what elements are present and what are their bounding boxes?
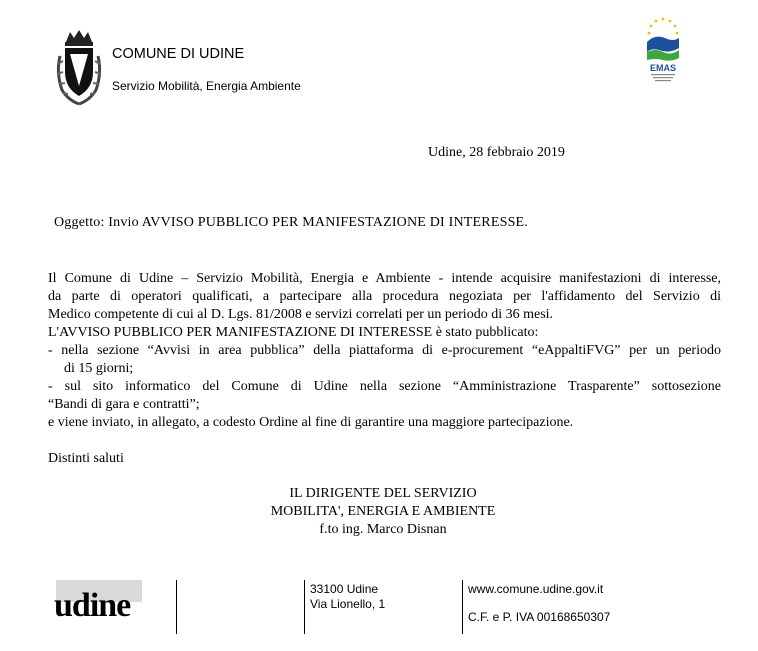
footer-address-city: 33100 Udine	[310, 582, 379, 596]
signature-title: IL DIRIGENTE DEL SERVIZIO	[289, 486, 477, 501]
coat-of-arms-icon	[54, 28, 104, 108]
footer-address-street: Via Lionello, 1	[310, 597, 386, 611]
body-line: Medico competente di cui al D. Lgs. 81/2008 e servizi correlati per un periodo di 36 mesi.	[48, 307, 554, 322]
body-line: “Bandi di gara e contratti”;	[48, 397, 200, 412]
body-line: L'AVVISO PUBBLICO PER MANIFESTAZIONE DI INTERESSE è stato pubblicato:	[48, 325, 539, 340]
svg-text:udine: udine	[54, 587, 131, 624]
closing-salutation: Distinti saluti	[48, 451, 124, 466]
body-line: di 15 giorni;	[64, 361, 134, 376]
body-line: e viene inviato, in allegato, a codesto Ordine al fine di garantire una maggiore partecipazione.	[48, 415, 574, 430]
letter-subject: Oggetto: Invio AVVISO PUBBLICO PER MANIFESTAZIONE DI INTERESSE.	[54, 215, 529, 230]
body-line: - sul sito informatico del Comune di Udine nella sezione “Amministrazione Trasparente” sottosezione	[48, 379, 721, 394]
footer-website-link[interactable]: www.comune.udine.gov.it	[468, 582, 604, 596]
body-line: da parte di operatori qualificati, a partecipare alla procedura negoziata per l'affidamento del Servizio di	[48, 289, 721, 304]
footer-divider	[176, 580, 177, 634]
org-department: Servizio Mobilità, Energia Ambiente	[112, 79, 301, 93]
emas-logo-icon	[641, 14, 685, 84]
footer-tax-id: C.F. e P. IVA 00168650307	[468, 610, 611, 624]
svg-text:EMAS: EMAS	[649, 63, 677, 73]
footer-divider	[304, 580, 305, 634]
body-line: - nella sezione “Avvisi in area pubblica” della piattaforma di e-procurement “eAppaltiFVG” per un periodo	[48, 343, 721, 358]
signature-name: f.to ing. Marco Disnan	[319, 522, 447, 537]
letter-date: Udine, 28 febbraio 2019	[428, 145, 565, 160]
udine-logo-icon	[52, 578, 170, 626]
footer-divider	[462, 580, 463, 634]
signature-department: MOBILITA', ENERGIA E AMBIENTE	[270, 504, 496, 519]
org-name: COMUNE DI UDINE	[112, 46, 245, 62]
body-line: Il Comune di Udine – Servizio Mobilità, Energia e Ambiente - intende acquisire manifestazioni di interesse,	[48, 271, 721, 286]
